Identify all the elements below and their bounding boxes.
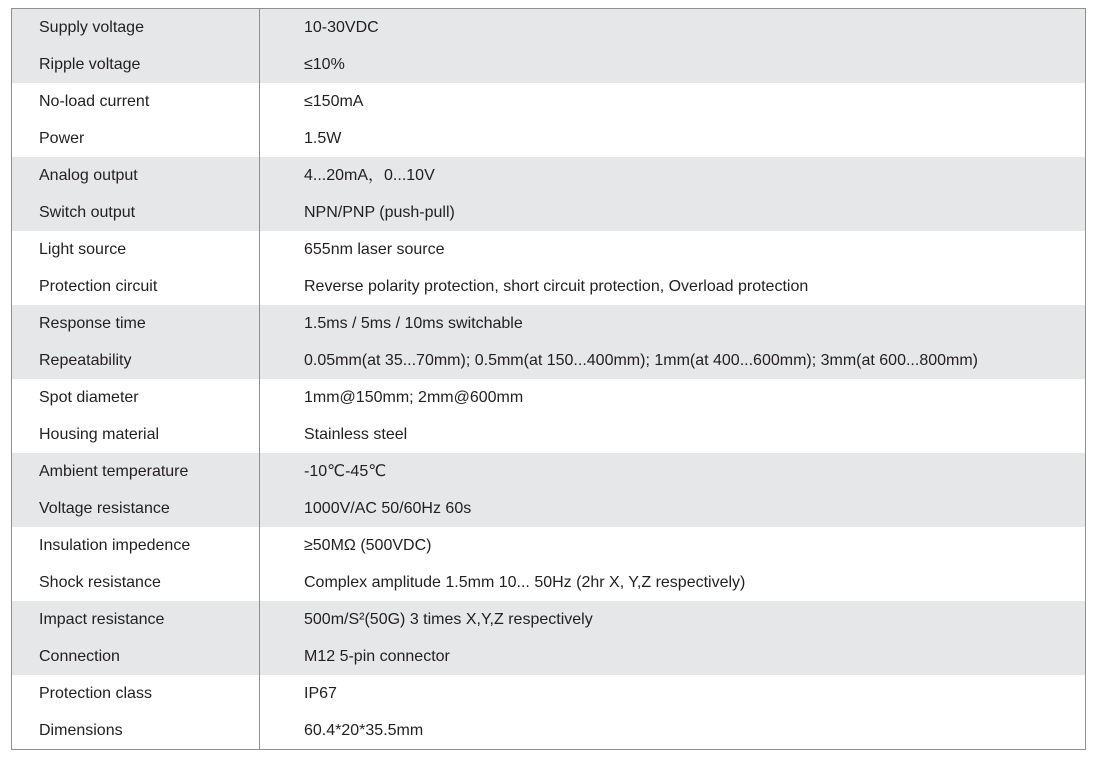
- spec-name: Power: [12, 120, 260, 157]
- spec-value: 500m/S²(50G) 3 times X,Y,Z respectively: [260, 601, 1086, 638]
- spec-value: ≤10%: [260, 46, 1086, 83]
- spec-name: Repeatability: [12, 342, 260, 379]
- spec-name: Voltage resistance: [12, 490, 260, 527]
- spec-table: [11, 8, 1086, 750]
- spec-name: Connection: [12, 638, 260, 675]
- spec-name: Ripple voltage: [12, 46, 260, 83]
- spec-value: 0.05mm(at 35...70mm); 0.5mm(at 150...400mm); 1mm(at 400...600mm); 3mm(at 600...800mm): [260, 342, 1086, 379]
- spec-name: Protection circuit: [12, 268, 260, 305]
- table-row: [12, 712, 1086, 750]
- spec-value: 4...20mA，0...10V: [260, 157, 1086, 194]
- spec-name: No-load current: [12, 83, 260, 120]
- table-row: [12, 231, 1086, 268]
- table-row: [12, 638, 1086, 675]
- table-row: [12, 342, 1086, 379]
- spec-name: Insulation impedence: [12, 527, 260, 564]
- table-row: [12, 268, 1086, 305]
- table-row: [12, 416, 1086, 453]
- table-row: [12, 194, 1086, 231]
- table-row: [12, 379, 1086, 416]
- spec-name: Spot diameter: [12, 379, 260, 416]
- spec-name: Supply voltage: [12, 9, 260, 47]
- spec-value: M12 5-pin connector: [260, 638, 1086, 675]
- spec-value: Stainless steel: [304, 426, 408, 443]
- spec-value: ≤150mA: [304, 93, 364, 110]
- spec-name: Light source: [12, 231, 260, 268]
- spec-table-body: [12, 9, 1086, 750]
- spec-value: 10-30VDC: [260, 9, 1086, 47]
- table-row: [12, 453, 1086, 490]
- spec-name: Housing material: [12, 416, 260, 453]
- spec-name: Shock resistance: [12, 564, 260, 601]
- table-row: [12, 46, 1086, 83]
- table-row: [12, 675, 1086, 712]
- spec-name: Analog output: [12, 157, 260, 194]
- spec-value: 1.5ms / 5ms / 10ms switchable: [260, 305, 1086, 342]
- spec-name: Ambient temperature: [12, 453, 260, 490]
- spec-value: 655nm laser source: [304, 241, 445, 258]
- spec-value: Reverse polarity protection, short circuit protection, Overload protection: [304, 278, 809, 295]
- table-row: [12, 120, 1086, 157]
- spec-name: Impact resistance: [12, 601, 260, 638]
- table-row: [12, 601, 1086, 638]
- spec-value: 60.4*20*35.5mm: [304, 722, 424, 739]
- table-row: [12, 305, 1086, 342]
- table-row: [12, 490, 1086, 527]
- spec-value: 1.5W: [304, 130, 342, 147]
- spec-value: 1mm@150mm; 2mm@600mm: [304, 389, 524, 406]
- spec-value: ≥50MΩ (500VDC): [304, 537, 432, 554]
- spec-name: Protection class: [12, 675, 260, 712]
- table-row: [12, 83, 1086, 120]
- table-row: [12, 157, 1086, 194]
- spec-name: Dimensions: [12, 712, 260, 750]
- spec-name: Switch output: [12, 194, 260, 231]
- spec-value: -10℃-45℃: [260, 453, 1086, 490]
- spec-value: 1000V/AC 50/60Hz 60s: [260, 490, 1086, 527]
- spec-value: IP67: [304, 685, 337, 702]
- table-row: [12, 9, 1086, 47]
- spec-value: Complex amplitude 1.5mm 10... 50Hz (2hr X, Y,Z respectively): [304, 574, 746, 591]
- table-row: [12, 564, 1086, 601]
- table-row: [12, 527, 1086, 564]
- spec-name: Response time: [12, 305, 260, 342]
- spec-value: NPN/PNP (push-pull): [260, 194, 1086, 231]
